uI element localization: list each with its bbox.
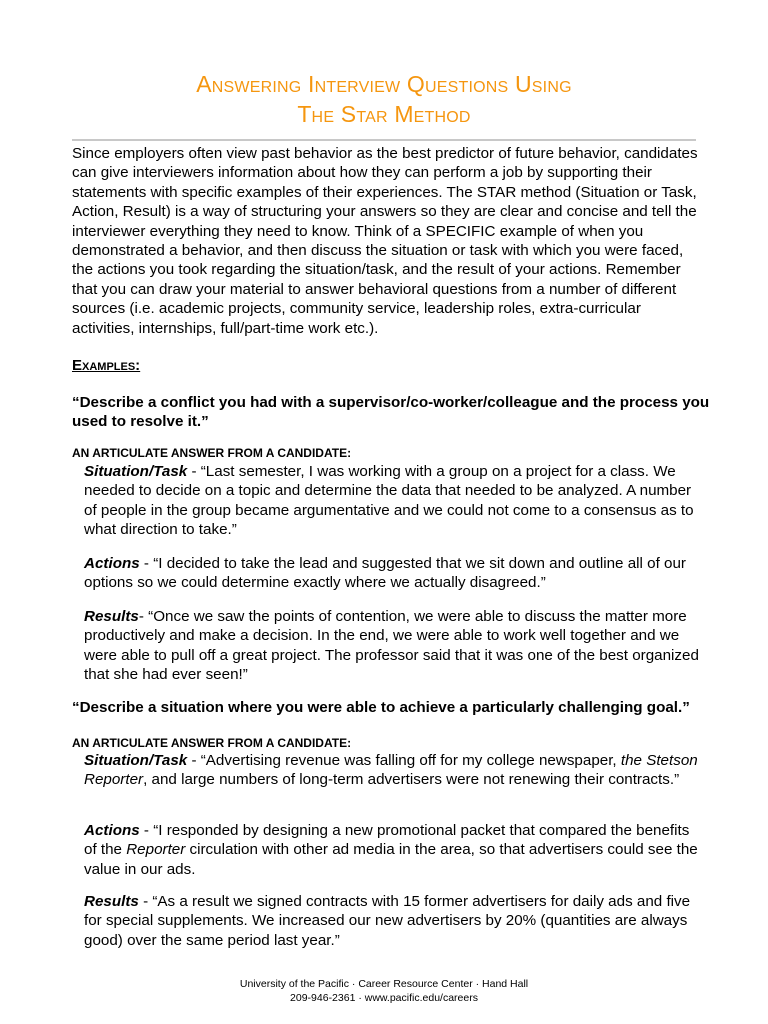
newspaper-name: the Stetson Reporter [84,752,698,789]
title-divider [72,139,696,141]
results-term: Results [84,893,139,910]
examples-heading: Examples: [72,357,141,374]
example-1-situation [84,462,706,540]
example-2-actions [84,821,706,879]
actions-term: Actions [84,555,140,572]
footer-contact: 209-946-2361 · www.pacific.edu/careers [290,992,478,1004]
example-2-situation [84,751,706,790]
example-2-answer-label: AN ARTICULATE ANSWER FROM A CANDIDATE: [72,736,352,750]
actions-text-cont: circulation with other ad media in the area, so that advertisers could see the value in our ads. [84,841,698,878]
example-2-results [84,892,706,950]
page-title-line-2: The Star Method [297,101,471,127]
newspaper-short-name: Reporter [126,841,186,859]
results-text: - “Once we saw the points of contention, we were able to discuss the matter more productively and make a decision. In the end, we were able to work well together and we were able to pull off a great project. The professor said that it was one of the best organized that she had ever seen!” [84,608,699,684]
situation-text: - “Advertising revenue was falling off for my college newspaper, [187,752,621,769]
example-1-answer-label: AN ARTICULATE ANSWER FROM A CANDIDATE: [72,446,352,460]
situation-text: - “Last semester, I was working with a group on a project for a class. We needed to decide on a topic and determine the data that needed to be analyzed. A number of people in the group became argumentative and we could not come to a consensus as to what direction to take.” [84,463,694,539]
situation-text-cont: , and large numbers of long-term advertisers were not renewing their contracts.” [143,771,680,789]
situation-term: Situation/Task [84,752,188,769]
example-2-question: “Describe a situation where you were able to achieve a particularly challenging goal.” [72,699,690,716]
actions-text: - “I decided to take the lead and suggested that we sit down and outline all of our options so we could determine exactly where we actually disagreed.” [84,555,686,592]
results-text: - “As a result we signed contracts with 15 former advertisers for daily ads and five for special supplements. We increased our new advertisers by 20% (quantities are always good) over the same period last year.” [84,893,691,949]
page-title-line-1: Answering Interview Questions Using [196,71,572,97]
example-1-results [84,607,706,685]
situation-term: Situation/Task [84,463,188,480]
footer-address: University of the Pacific · Career Resource Center · Hand Hall [239,978,529,990]
example-1-question: “Describe a conflict you had with a supervisor/co-worker/colleague and the process you used to resolve it.” [72,394,710,431]
actions-term: Actions [84,822,140,839]
intro-paragraph: Since employers often view past behavior as the best predictor of future behavior, candidates can give interviewers information about how they can perform a job by supporting their statements with specific examples of their experiences. The STAR method (Situation or Task, Action, Result) is a way of structuring your answers so they are clear and concise and tell the interviewer everything they need to know. Think of a SPECIFIC example of when you demonstrated a behavior, and then discuss the situation or task with which you were faced, the actions you took regarding the situation/task, and the result of your actions. Remember that you can draw your material to answer behavioral questions from a number of different sources (i.e. academic projects, community service, leadership roles, extra-curricular activities, internships, full/part-time work etc.). [72,145,698,337]
actions-text: - “I responded by designing a new promotional packet that compared the benefits of the [84,822,690,859]
results-term: Results [84,608,139,625]
example-1-actions [84,554,706,593]
